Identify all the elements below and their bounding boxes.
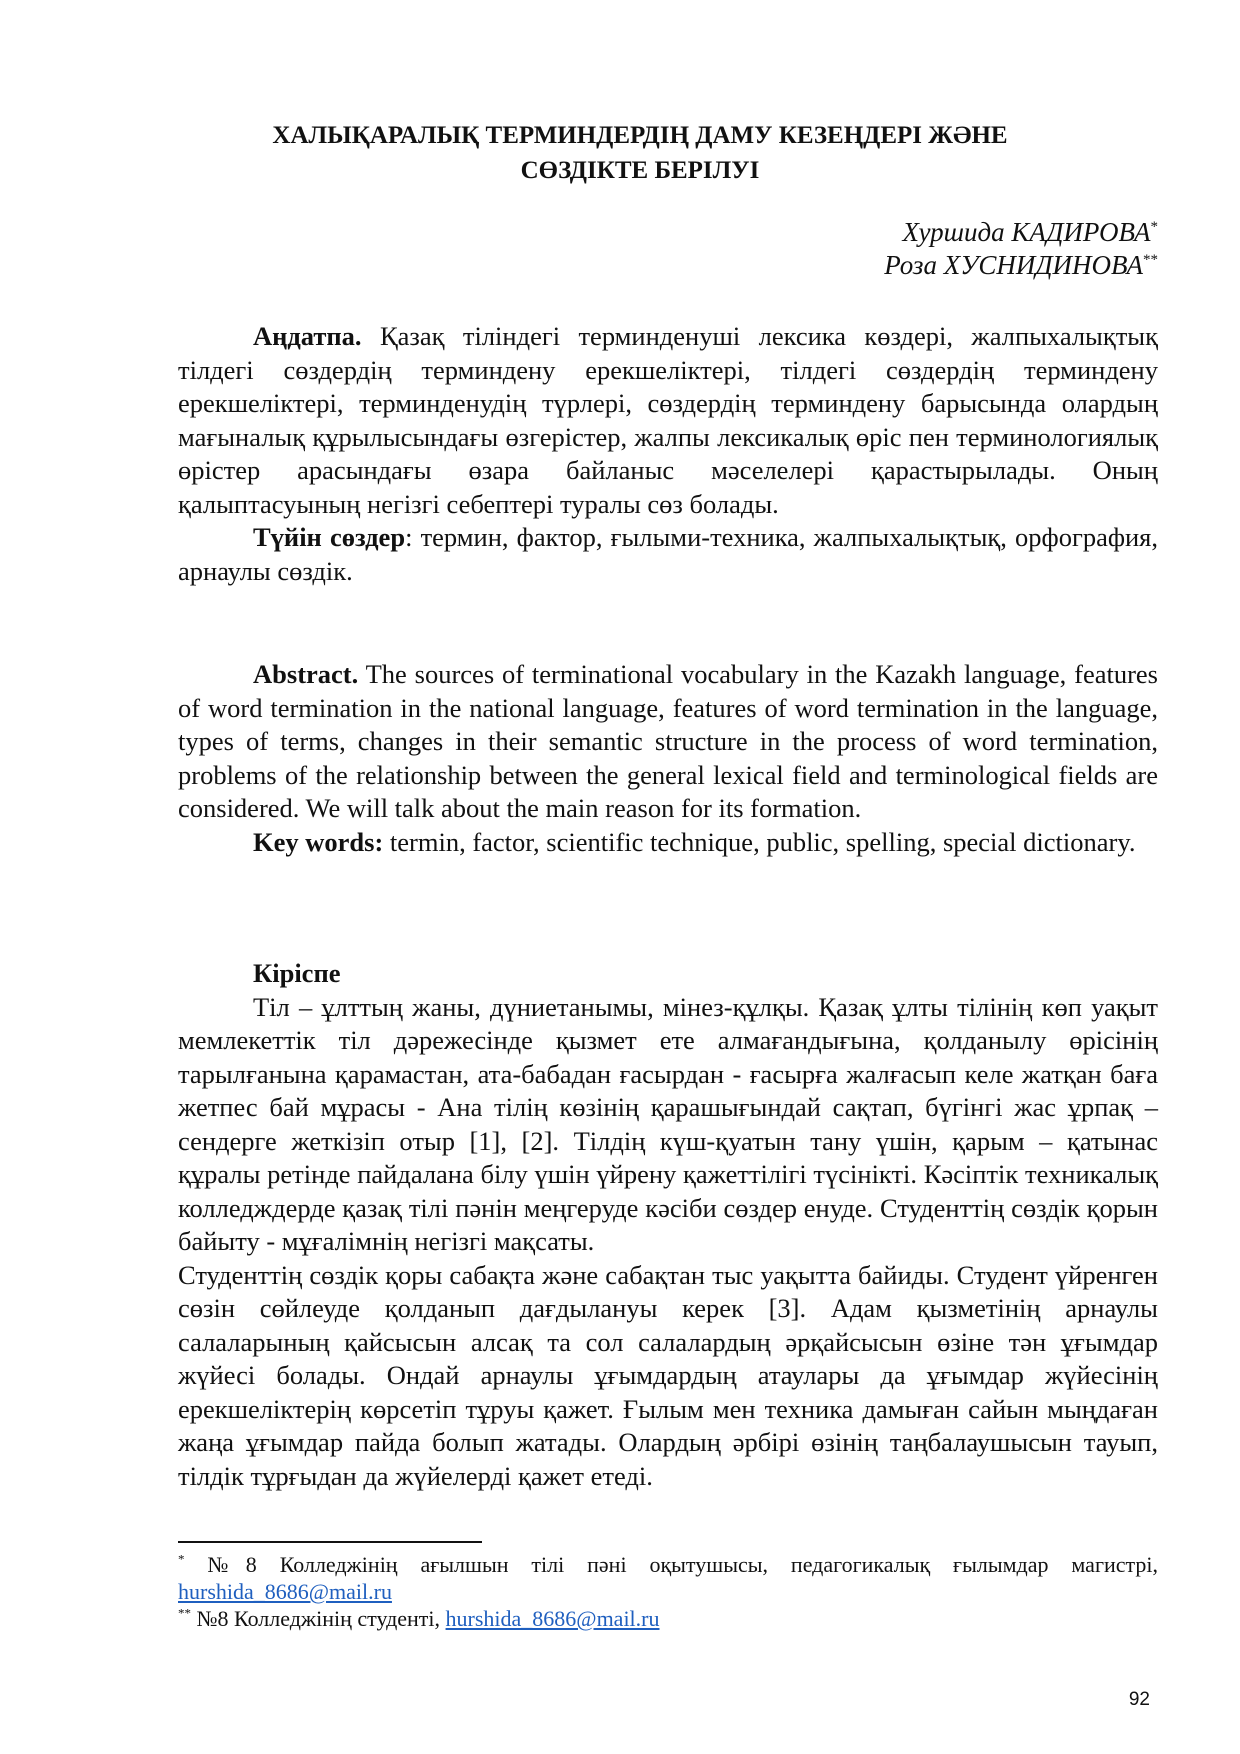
- paper-title: [180, 118, 1100, 188]
- footnote-mark: *: [1150, 219, 1158, 235]
- abstract-english-text: [178, 658, 1158, 826]
- footnote-divider: [178, 1541, 482, 1543]
- abstract-english-body: The sources of terminational vocabulary in the Kazakh language, features of word termination in the national language, features of word termination in the language, types of terms, changes in their semantic structure in the process of word termination, problems of the relationship between the general lexical field and terminological fields are considered. We will talk about the main reason for its formation.: [178, 659, 1158, 823]
- footnote-2: [178, 1605, 1158, 1632]
- keywords-kazakh-label: Түйін сөздер: [253, 522, 406, 552]
- keywords-english-body: termin, factor, scientific technique, public, spelling, special dictionary.: [383, 826, 1136, 857]
- keywords-english: [178, 826, 1158, 860]
- introduction-body: [178, 991, 1158, 1494]
- footnote-1: [178, 1551, 1158, 1605]
- footnote-mark: **: [178, 1605, 191, 1621]
- page-number: 92: [1128, 1689, 1150, 1710]
- title-line-2: СӨЗДІКТЕ БЕРІЛУІ: [520, 157, 760, 184]
- abstract-english-label: Abstract.: [253, 659, 359, 689]
- author-list: [884, 216, 1158, 282]
- email-link[interactable]: hurshida_8686@mail.ru: [445, 1606, 660, 1631]
- footnote-mark: **: [1143, 252, 1158, 268]
- keywords-kazakh-body: : термин, фактор, ғылыми-техника, жалпыхалықтық, орфография, арнаулы сөздік.: [178, 522, 1158, 586]
- footnote-text: №8 Колледжінің ағылшын тілі пәні оқытушысы, педагогикалық ғылымдар магистрі,: [184, 1552, 1158, 1577]
- footnote-text: №8 Колледжінің студенті,: [191, 1606, 446, 1631]
- introduction-section: [178, 957, 1158, 1493]
- abstract-kazakh-text: [178, 320, 1158, 521]
- author-name: Хуршида КАДИРОВА: [902, 217, 1151, 247]
- abstract-kazakh-label: Аңдатпа.: [253, 321, 362, 351]
- introduction-paragraph-2: Студенттің сөздік қоры сабақта және сабақтан тыс уақытта байиды. Студент үйренген сөзін сөйлеуде қолданып дағдылануы керек [3]. Адам қызметінің арнаулы салаларының қайсысын алсақ та сол салалардың әрқайсысын өзіне тән ұғымдар жүйесі болады. Ондай арнаулы ұғымдардың атаулары да ұғымдар жүйесінің ерекшеліктерің көрсетіп тұруы қажет. Ғылым мен техника дамыған сайын мыңдаған жаңа ұғымдар пайда болып жатады. Олардың әрбірі өзінің таңбалаушысын тауып, тілдік тұрғыдан да жүйелерді қажет етеді.: [178, 1259, 1158, 1491]
- title-line-1: ХАЛЫҚАРАЛЫҚ ТЕРМИНДЕРДІҢ ДАМУ КЕЗЕҢДЕРІ ЖӘНЕ: [272, 122, 1008, 149]
- keywords-english-label: Key words:: [253, 826, 384, 857]
- abstract-english: [178, 658, 1158, 859]
- introduction-paragraph-1: Тіл – ұлттың жаны, дүниетанымы, мінез-құлқы. Қазақ ұлты тілінің көп уақыт мемлекеттік тіл дәрежесінде қызмет ете алмағандығына, қолданылу өрісінің тарылғанына қарамастан, ата-бабадан ғасырдан - ғасырға жалғасып келе жатқан баға жетпес бай мұрасы - Ана тілің көзінің қарашығындай сақтап, бүгінгі жас ұрпақ –сендерге жеткізіп отыр [1], [2]. Тілдің күш-қуатын тану үшін, қарым – қатынас құралы ретінде пайдалана білу үшін үйрену қажеттілігі түсінікті. Кәсіптік техникалық колледждерде қазақ тілі пәнін меңгеруде кәсіби сөздер енуде. Студенттің сөздік қорын байыту - мұғалімнің негізгі мақсаты.: [178, 991, 1158, 1256]
- footnotes: [178, 1551, 1158, 1632]
- author-2: [884, 249, 1158, 282]
- author-name: Роза ХУСНИДИНОВА: [884, 250, 1143, 280]
- author-1: [884, 216, 1158, 249]
- keywords-kazakh: [178, 521, 1158, 588]
- abstract-kazakh-body: Қазақ тіліндегі терминденуші лексика көздері, жалпыхалықтық тілдегі сөздердің терминдену ерекшеліктері, тілдегі сөздердің терминдену ерекшеліктері, терминденудің түрлері, сөздердің терминдену барысында олардың мағыналық құрылысындағы өзгерістер, жалпы лексикалық өріс пен терминологиялық өрістер арасындағы өзара байланыс мәселелері қарастырылады. Оның қалыптасуының негізгі себептері туралы сөз болады.: [178, 321, 1158, 519]
- abstract-kazakh: [178, 320, 1158, 588]
- email-link[interactable]: hurshida_8686@mail.ru: [178, 1579, 392, 1604]
- footnote-mark: *: [178, 1551, 185, 1567]
- section-heading: Кіріспе: [253, 958, 341, 988]
